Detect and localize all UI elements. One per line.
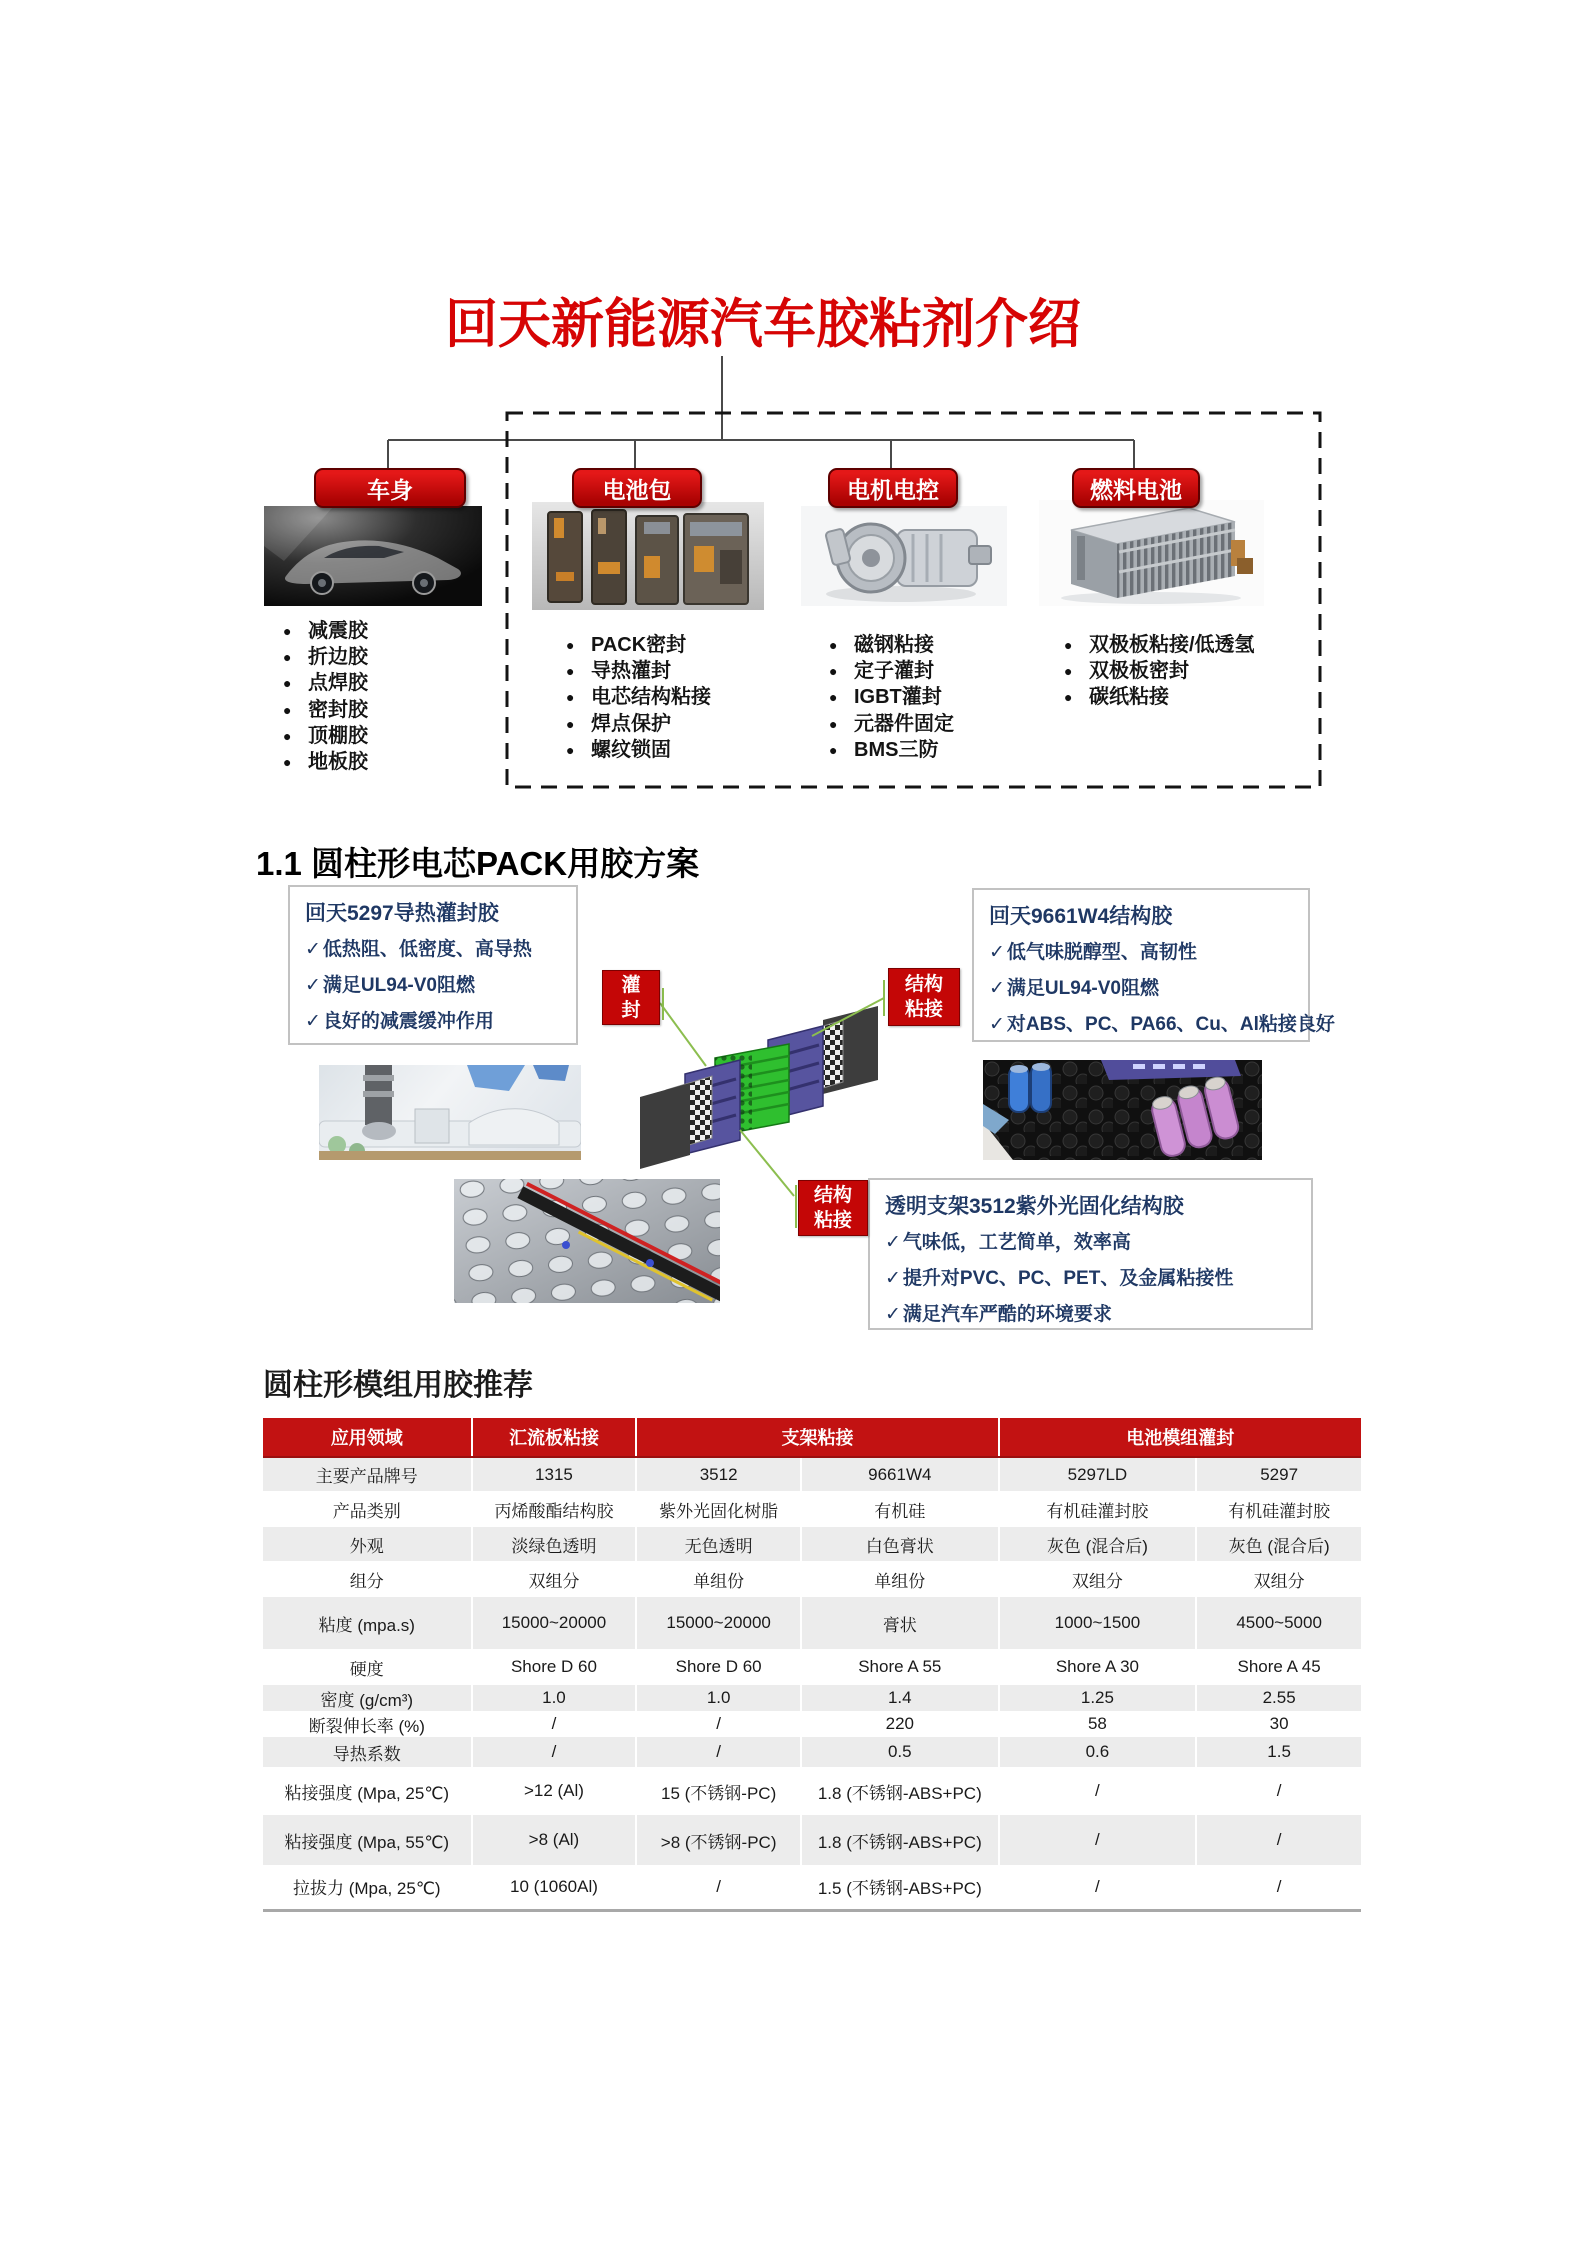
cell-value: 单组份: [636, 1561, 801, 1597]
fuel-cell-adhesive-item: ● 双极板粘接/低透氢: [1064, 632, 1255, 658]
cell-value: /: [636, 1711, 801, 1737]
table-title: 圆柱形模组用胶推荐: [263, 1369, 533, 1402]
row-label: 硬度: [349, 1659, 384, 1679]
callout-9661w4-item: ✓ 对ABS、PC、PA66、Cu、Al粘接良好: [989, 1007, 1293, 1043]
table-row: [263, 1597, 1361, 1649]
motor-adhesive-item: ● 元器件固定: [829, 711, 954, 737]
battery-pack-photo: [532, 502, 764, 610]
cell-value: 1.25: [999, 1685, 1197, 1711]
motor-adhesive-item: ● 磁钢粘接: [829, 632, 954, 658]
cell-value: 3512: [636, 1457, 801, 1491]
tree-connector-lines: [388, 356, 1134, 468]
motor-adhesive-item: ● 定子灌封: [829, 658, 954, 684]
header-bracket-bonding: 支架粘接: [636, 1418, 998, 1457]
potting-label: [602, 970, 660, 1025]
exploded-module-diagram: [630, 1000, 890, 1180]
motor-controller-photo: [801, 506, 1007, 606]
callout-5297-list: [305, 932, 561, 1040]
table-row: [263, 1865, 1361, 1910]
cell-value: 1.4: [801, 1685, 999, 1711]
cell-value: 1.0: [636, 1685, 801, 1711]
battery-pack-adhesive-item: ● 电芯结构粘接: [566, 684, 711, 710]
callout-5297-item: ✓ 低热阻、低密度、高导热: [305, 932, 561, 968]
battery-pack-adhesive-item: ● 导热灌封: [566, 658, 711, 684]
cell-value: 0.5: [801, 1737, 999, 1767]
cell-value: Shore A 55: [801, 1649, 999, 1685]
row-label: 粘度 (mpa.s): [318, 1615, 415, 1635]
cell-value: 4500~5000: [1196, 1597, 1361, 1649]
callout-3512-title: 透明支架3512紫外光固化结构胶: [885, 1195, 1184, 1218]
cell-value: 淡绿色透明: [472, 1527, 637, 1561]
cell-value: 15000~20000: [636, 1597, 801, 1649]
cell-value: 0.6: [999, 1737, 1197, 1767]
category-box-battery-pack: 电池包: [572, 468, 702, 508]
battery-pack-adhesive-list: [566, 632, 711, 763]
cell-value: /: [999, 1767, 1197, 1815]
cell-value: /: [636, 1865, 801, 1910]
table-row: [263, 1649, 1361, 1685]
cell-value: 1.5 (不锈钢-ABS+PC): [801, 1865, 999, 1910]
cell-value: 有机硅灌封胶: [999, 1491, 1197, 1527]
header-module-potting: 电池模组灌封: [999, 1418, 1361, 1457]
header-busbar-bonding: 汇流板粘接: [472, 1418, 637, 1457]
fuel-cell-adhesive-list: [1064, 632, 1255, 711]
body-adhesive-item: ● 折边胶: [283, 644, 368, 670]
row-label: 外观: [349, 1536, 384, 1556]
cell-value: 15000~20000: [472, 1597, 637, 1649]
motor-adhesive-list: [829, 632, 954, 763]
motor-adhesive-item: ● IGBT灌封: [829, 684, 954, 710]
cell-value: 1315: [472, 1457, 637, 1491]
header-application: 应用领域: [263, 1418, 472, 1457]
battery-pack-adhesive-item: ● 焊点保护: [566, 711, 711, 737]
cell-value: Shore A 30: [999, 1649, 1197, 1685]
table-row: [263, 1815, 1361, 1865]
cell-value: 无色透明: [636, 1527, 801, 1561]
row-label: 导热系数: [332, 1744, 401, 1764]
callout-9661w4: [972, 888, 1335, 1042]
cell-value: /: [472, 1737, 637, 1767]
cell-value: 2.55: [1196, 1685, 1361, 1711]
structural-label-line2: 粘接: [904, 999, 943, 1020]
structural-bond-label-bottom: [798, 1180, 868, 1236]
table-row: [263, 1711, 1361, 1737]
potting-label-line2: 封: [621, 999, 641, 1021]
callout-5297-item: ✓ 良好的减震缓冲作用: [305, 1004, 561, 1040]
callout-9661w4-title: 回天9661W4结构胶: [989, 905, 1173, 928]
potting-application-photo: [319, 1065, 581, 1160]
category-box-body: 车身: [314, 468, 466, 508]
body-adhesive-item: ● 密封胶: [283, 697, 368, 723]
motor-adhesive-item: ● BMS三防: [829, 737, 954, 763]
cell-value: 双组分: [999, 1561, 1197, 1597]
row-label: 拉拔力 (Mpa, 25℃): [263, 1865, 472, 1910]
callout-9661w4-item: ✓ 低气味脱醇型、高韧性: [989, 935, 1293, 971]
cell-value: >8 (不锈钢-PC): [636, 1815, 801, 1865]
row-label: 密度 (g/cm³): [320, 1690, 414, 1710]
cell-value: 1.8 (不锈钢-ABS+PC): [801, 1815, 999, 1865]
callout-5297-title: 回天5297导热灌封胶: [305, 902, 499, 925]
cell-value: 有机硅: [801, 1491, 999, 1527]
cell-value: 220: [801, 1711, 999, 1737]
structural-label-line2: 粘接: [813, 1210, 852, 1231]
cell-value: 膏状: [801, 1597, 999, 1649]
table-row: [263, 1767, 1361, 1815]
cell-value: Shore A 45: [1196, 1649, 1361, 1685]
structural-label-line1: 结构: [904, 974, 943, 995]
cell-value: /: [1196, 1815, 1361, 1865]
callout-9661w4-item: ✓ 满足UL94-V0阻燃: [989, 971, 1293, 1007]
body-adhesive-item: ● 点焊胶: [283, 670, 368, 696]
cell-value: /: [999, 1815, 1197, 1865]
cell-value: /: [1196, 1865, 1361, 1910]
cell-value: 1.5: [1196, 1737, 1361, 1767]
page-title: 回天新能源汽车胶粘剂介绍: [445, 295, 1081, 354]
row-label: 产品类别: [332, 1501, 401, 1521]
cell-value: >12 (Al): [472, 1767, 637, 1815]
cell-value: 1000~1500: [999, 1597, 1197, 1649]
cell-value: /: [999, 1865, 1197, 1910]
table-row: [263, 1527, 1361, 1561]
cell-value: 1.8 (不锈钢-ABS+PC): [801, 1767, 999, 1815]
table-row: [263, 1685, 1361, 1711]
table-row: [263, 1457, 1361, 1491]
category-box-motor-control: 电机电控: [828, 468, 958, 508]
cell-value: /: [636, 1737, 801, 1767]
cell-value: 9661W4: [801, 1457, 999, 1491]
cell-value: 白色膏状: [801, 1527, 999, 1561]
body-adhesive-list: [283, 618, 368, 775]
transparent-holder-photo: [454, 1179, 720, 1303]
fuel-cell-stack-photo: [1039, 500, 1264, 606]
structural-bond-label-top: [888, 968, 960, 1026]
cell-value: 1.0: [472, 1685, 637, 1711]
cell-value: 丙烯酸酯结构胶: [472, 1491, 637, 1527]
table-header-row: [263, 1418, 1361, 1457]
potting-label-line1: 灌: [621, 974, 641, 996]
table-body: [263, 1457, 1361, 1910]
battery-pack-adhesive-item: ● 螺纹锁固: [566, 737, 711, 763]
structural-label-line1: 结构: [813, 1185, 852, 1206]
cell-value: 10 (1060Al): [472, 1865, 637, 1910]
body-adhesive-item: ● 减震胶: [283, 618, 368, 644]
cell-value: >8 (Al): [472, 1815, 637, 1865]
product-table: [263, 1418, 1361, 1912]
category-box-fuel-cell: 燃料电池: [1072, 468, 1200, 508]
cell-value: 单组份: [801, 1561, 999, 1597]
cell-value: 5297: [1196, 1457, 1361, 1491]
cell-value: /: [1196, 1767, 1361, 1815]
row-label: 粘接强度 (Mpa, 55℃): [284, 1832, 450, 1852]
cell-value: Shore D 60: [636, 1649, 801, 1685]
callout-3512-item: ✓ 提升对PVC、PC、PET、及金属粘接性: [885, 1261, 1296, 1297]
fuel-cell-adhesive-item: ● 双极板密封: [1064, 658, 1255, 684]
cell-value: 双组分: [1196, 1561, 1361, 1597]
row-label: 粘接强度 (Mpa, 25℃): [284, 1783, 450, 1803]
cell-value: 双组分: [472, 1561, 637, 1597]
body-adhesive-item: ● 顶棚胶: [283, 723, 368, 749]
cell-holder-cells-photo: [983, 1060, 1262, 1160]
cell-value: Shore D 60: [472, 1649, 637, 1685]
table-row: [263, 1737, 1361, 1767]
callout-5297-item: ✓ 满足UL94-V0阻燃: [305, 968, 561, 1004]
cell-value: 灰色 (混合后): [999, 1527, 1197, 1561]
body-adhesive-item: ● 地板胶: [283, 749, 368, 775]
fuel-cell-adhesive-item: ● 碳纸粘接: [1064, 684, 1255, 710]
row-label: 主要产品牌号: [315, 1467, 418, 1486]
cell-value: 紫外光固化树脂: [636, 1491, 801, 1527]
callout-3512-list: [885, 1225, 1296, 1333]
cell-value: 灰色 (混合后): [1196, 1527, 1361, 1561]
cell-value: /: [472, 1711, 637, 1737]
cell-value: 有机硅灌封胶: [1196, 1491, 1361, 1527]
cell-value: 5297LD: [999, 1457, 1197, 1491]
section-heading: 1.1 圆柱形电芯PACK用胶方案: [256, 845, 700, 882]
cell-value: 15 (不锈钢-PC): [636, 1767, 801, 1815]
table-row: [263, 1491, 1361, 1527]
callout-9661w4-list: [989, 935, 1335, 1043]
row-label: 断裂伸长率 (%): [308, 1716, 425, 1736]
callout-3512-item: ✓ 满足汽车严酷的环境要求: [885, 1297, 1296, 1333]
cell-value: 30: [1196, 1711, 1361, 1737]
cell-value: 58: [999, 1711, 1197, 1737]
callout-5297: [288, 885, 578, 1045]
callout-3512-item: ✓ 气味低，工艺简单，效率高: [885, 1225, 1296, 1261]
battery-pack-adhesive-item: ● PACK密封: [566, 632, 711, 658]
table-row: [263, 1561, 1361, 1597]
callout-3512: [868, 1178, 1313, 1330]
car-chassis-photo: [264, 506, 482, 606]
row-label: 组分: [349, 1571, 384, 1591]
